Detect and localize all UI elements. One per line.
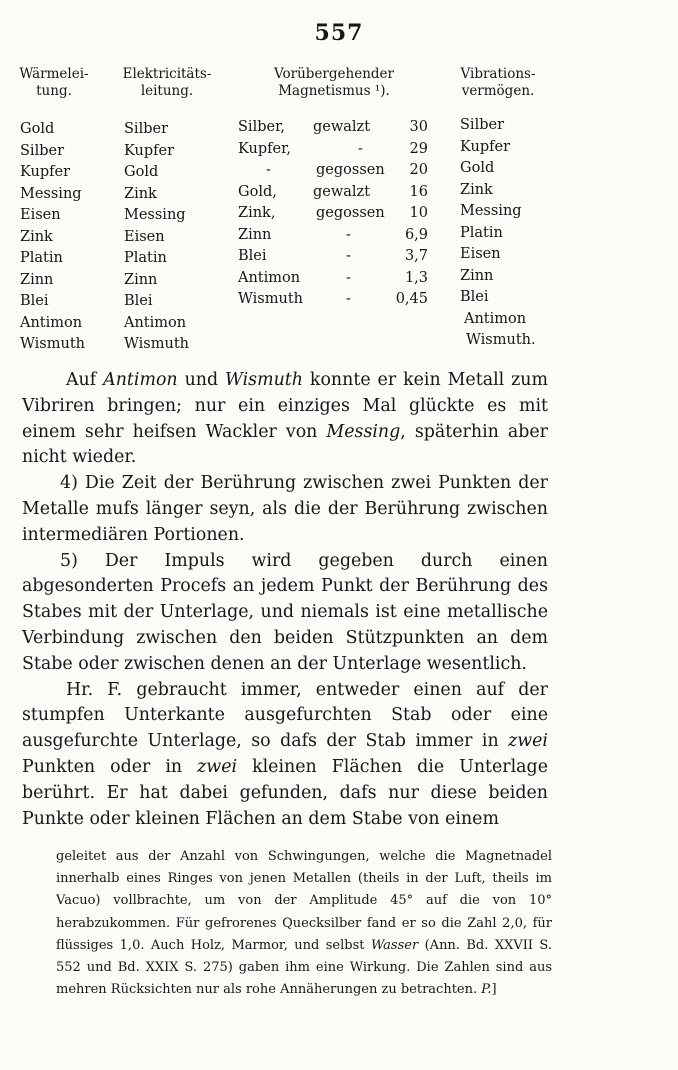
- paragraph-antimon-wismuth: [22, 368, 548, 471]
- metal-entry: Blei: [460, 289, 489, 305]
- italic-term: zwei: [197, 756, 238, 777]
- text-run: Auf: [66, 370, 104, 390]
- column-waermeleitung: [20, 119, 85, 356]
- metal-entry: Zink: [20, 228, 53, 245]
- header-line: vermögen.: [461, 83, 535, 99]
- value: 0,45: [395, 291, 428, 307]
- text-run: ]: [491, 982, 497, 998]
- metal-name: Zink,: [238, 205, 276, 221]
- italic-term: P.: [481, 982, 492, 998]
- text-run: konnte er kein Metall zum Vibriren bringen; nur ein einziges Mal glückte es mit einem sehr heifsen Wackler von: [22, 370, 548, 442]
- magnetism-row: [238, 225, 428, 247]
- column-elektricitaetsleitung: [124, 119, 189, 356]
- metal-entry: Zinn: [20, 271, 54, 288]
- metal-entry: Zink: [460, 181, 493, 198]
- metal-entry: Gold: [124, 164, 159, 180]
- italic-term: zwei: [508, 731, 548, 752]
- text-run: geleitet aus der Anzahl von Schwingungen, welche die Magnetnadel innerhalb eines Ringes von jenen Metallen (theils in der Luft, theils im Vacuo) vollbrachte, um von der Amplitude 45° auf die von 10° herabzukommen. Für gefrorenes Quecksilber fand er so die Zahl 2,0, für flüssiges 1,0. Auch Holz, Marmor, und selbst: [56, 849, 552, 953]
- column-magnetismus: [238, 117, 428, 317]
- text-run: und: [177, 370, 226, 390]
- metal-entry: Platin: [124, 250, 167, 266]
- metal-entry: Antimon: [464, 310, 527, 327]
- magnetism-row: [238, 268, 428, 290]
- treatment: -: [346, 248, 351, 264]
- text-run: Hr. F. gebraucht immer, entweder einen auf der stumpfen Unterkante ausgefurchten Stab oder eine ausgefurchte Unterlage, so dafs der Stab immer in: [22, 679, 548, 752]
- metal-name: -: [266, 162, 271, 178]
- metal-name: Blei: [238, 248, 267, 264]
- metal-entry: Eisen: [124, 228, 165, 245]
- metal-entry: Silber: [124, 121, 169, 137]
- metal-entry: Zinn: [460, 267, 494, 284]
- metal-name: Kupfer,: [238, 140, 292, 157]
- header-line: Vibrations-: [460, 66, 536, 82]
- metal-entry: Blei: [20, 293, 49, 309]
- metal-entry: Messing: [460, 203, 522, 219]
- metal-entry: Eisen: [460, 246, 501, 262]
- text-run: kleinen Flächen die Unterlage berührt. Er hat dabei gefunden, dafs nur diese beiden Punkte oder kleinen Flächen an dem Stabe von einem: [22, 756, 548, 829]
- italic-term: Wasser: [370, 937, 419, 953]
- metal-entry: Wismuth: [124, 336, 189, 352]
- header-vibrationsvermoegen: [440, 66, 556, 100]
- italic-term: Messing: [326, 421, 401, 442]
- metal-name: Zinn: [238, 226, 272, 243]
- metal-name: Silber,: [238, 119, 286, 135]
- treatment: -: [358, 140, 363, 157]
- header-line: leitung.: [140, 83, 194, 99]
- metal-entry: Zink: [124, 185, 157, 202]
- magnetism-row: [238, 117, 428, 139]
- body-text: [22, 368, 548, 832]
- magnetism-row: [238, 246, 428, 268]
- magnetism-row: [238, 139, 428, 161]
- metal-name: Antimon: [238, 269, 301, 286]
- metal-entry: Antimon: [124, 314, 187, 331]
- metal-entry: Zinn: [124, 271, 158, 288]
- treatment: gegossen: [316, 162, 385, 178]
- metal-entry: Messing: [20, 185, 82, 202]
- header-line: Wärmelei-: [19, 66, 89, 82]
- page-number: 557: [314, 20, 364, 46]
- value: 1,3: [404, 269, 428, 286]
- treatment: gewalzt: [313, 183, 371, 200]
- header-line: Vorübergehender: [274, 66, 394, 82]
- magnetism-row: [238, 160, 428, 182]
- value: 16: [409, 183, 428, 200]
- text-run: (Ann. Bd. XXVII S. 552 und Bd. XXIX S. 275) gaben ihm eine Wirkung. Die Zahlen sind aus mehren Rücksichten nur als rohe Annäherungen zu betrachten.: [56, 937, 552, 998]
- metal-entry: Gold: [20, 121, 55, 137]
- value: 6,9: [404, 226, 428, 243]
- value: 3,7: [404, 248, 428, 264]
- metal-entry: Antimon: [20, 314, 83, 331]
- italic-term: Wismuth: [225, 370, 303, 390]
- treatment: gewalzt: [313, 119, 371, 135]
- paragraph-point-4: 4) Die Zeit der Berührung zwischen zwei Punkten der Metalle mufs länger seyn, als die der Berührung zwischen intermediären Portionen.: [22, 473, 548, 545]
- metal-entry: Wismuth: [20, 336, 85, 352]
- metal-entry: Silber: [460, 117, 505, 133]
- value: 20: [409, 162, 428, 178]
- treatment: gegossen: [316, 205, 385, 221]
- header-waermeleitung: [6, 66, 102, 100]
- header-elektricitaetsleitung: [108, 66, 226, 100]
- magnetism-row: [238, 203, 428, 225]
- magnetism-row: [238, 182, 428, 204]
- magnetism-row: [238, 289, 428, 311]
- treatment: -: [346, 291, 351, 307]
- paragraph-hr-f: [22, 678, 548, 833]
- value: 10: [409, 205, 428, 221]
- metal-entry: Platin: [460, 224, 503, 241]
- metal-entry: Gold: [460, 160, 495, 176]
- metal-entry: Kupfer: [20, 164, 71, 180]
- metal-entry: Kupfer: [124, 142, 175, 159]
- footnote: [56, 846, 552, 1001]
- header-line: Magnetismus ¹).: [278, 83, 390, 99]
- text-run: Punkten oder in: [22, 756, 198, 777]
- text-run: , späterhin aber nicht wieder.: [22, 421, 548, 468]
- metal-entry: Messing: [124, 207, 186, 223]
- metal-name: Gold,: [238, 183, 277, 200]
- treatment: -: [346, 226, 351, 243]
- italic-term: Antimon: [103, 370, 178, 390]
- value: 29: [409, 140, 428, 157]
- value: 30: [409, 119, 428, 135]
- column-vibrationsvermoegen: [460, 115, 536, 352]
- metal-name: Wismuth: [238, 291, 303, 307]
- metal-entry: Blei: [124, 293, 153, 309]
- metal-entry: Eisen: [20, 207, 61, 223]
- header-line: tung.: [36, 83, 72, 99]
- paragraph-point-5: 5) Der Impuls wird gegeben durch einen abgesonderten Procefs an jedem Punkt der Berührung des Stabes mit der Unterlage, und niemals ist eine metallische Verbindung zwischen den beiden Stützpunkten an dem Stabe oder zwischen denen an der Unterlage wesentlich.: [22, 550, 548, 674]
- metal-entry: Platin: [20, 250, 63, 266]
- metal-entry: Kupfer: [460, 138, 511, 155]
- metal-entry: Wismuth.: [466, 332, 536, 348]
- header-magnetismus: [236, 66, 432, 100]
- treatment: -: [346, 269, 351, 286]
- metal-entry: Silber: [20, 142, 65, 159]
- header-line: Elektricitäts-: [122, 66, 212, 82]
